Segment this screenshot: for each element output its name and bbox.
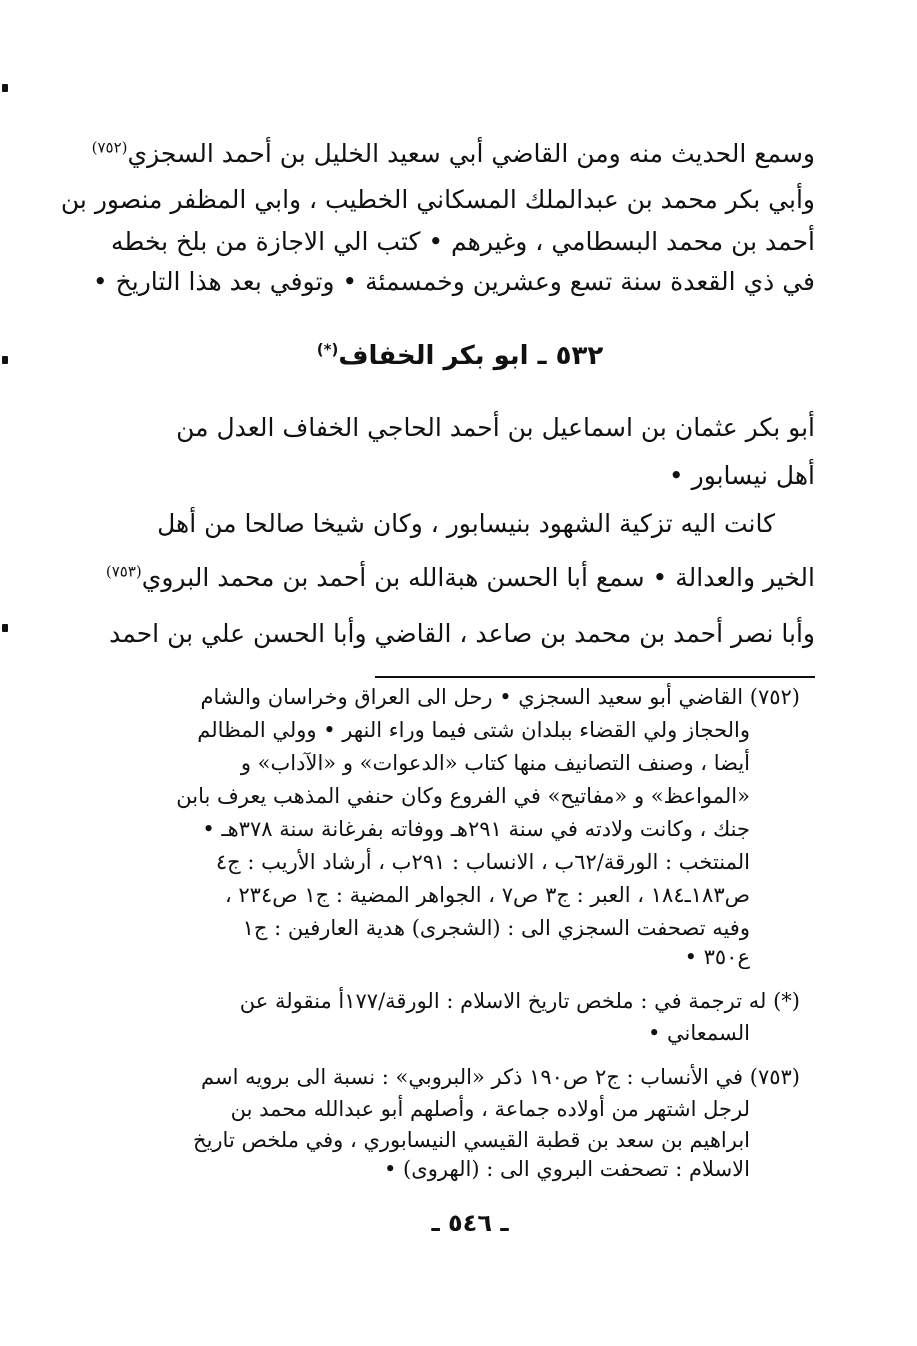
footnote-star-line-2: السمعاني • xyxy=(647,1021,750,1045)
entry-line-4-text: الخير والعدالة • سمع أبا الحسن هبةالله بن أحمد بن محمد البروي xyxy=(141,563,815,592)
footnote-star-line-1: (*) له ترجمة في : ملخص تاريخ الاسلام : الورقة/١٧٧أ منقولة عن xyxy=(239,989,800,1013)
footnote-752-line-2: والحجاز ولي القضاء ببلدان شتى فيما وراء النهر • وولي المظالم xyxy=(197,718,750,742)
footnote-752-line-4: «المواعظ» و «مفاتيح» في الفروع وكان حنفي المذهب يعرف بابن xyxy=(176,784,750,808)
footnote-753-line-2: لرجل اشتهر من أولاده جماعة ، وأصلهم أبو عبدالله محمد بن xyxy=(230,1097,750,1121)
footnote-752-line-5: جنك ، وكانت ولادته في سنة ٢٩١هـ ووفاته بفرغانة سنة ٣٧٨هـ • xyxy=(202,817,750,841)
margin-mark-lower xyxy=(2,624,8,632)
page-number: ـ ٥٤٦ ـ xyxy=(431,1209,509,1237)
margin-mark-middle xyxy=(2,356,8,364)
entry-line-1: أبو بكر عثمان بن اسماعيل بن أحمد الحاجي الخفاف العدل من xyxy=(176,413,815,442)
footnote-753-line-4: الاسلام : تصحفت البروي الى : (الهروى) • xyxy=(384,1157,750,1181)
footnote-752-line-9: ع٣٥٠ • xyxy=(684,945,750,969)
footnote-752-line-1: (٧٥٢) القاضي أبو سعيد السجزي • رحل الى العراق وخراسان والشام xyxy=(200,685,800,709)
footnote-753-line-1: (٧٥٣) في الأنساب : ج٢ ص١٩٠ ذكر «البروبي» : نسبة الى برويه اسم xyxy=(201,1065,800,1089)
footnote-752-line-7: ص١٨٣ـ١٨٤ ، العبر : ج٣ ص٧ ، الجواهر المضية : ج١ ص٢٣٤ ، xyxy=(224,883,750,907)
footnote-753-line-3: ابراهيم بن سعد بن قطبة القيسي النيسابوري ، وفي ملخص تاريخ xyxy=(193,1128,750,1152)
footnote-ref-752: (٧٥٢) xyxy=(91,138,128,157)
footnote-ref-753: (٧٥٣) xyxy=(105,562,142,581)
entry-line-5: وأبا نصر أحمد بن محمد بن صاعد ، القاضي وأبا الحسن علي بن احمد xyxy=(109,619,815,648)
paragraph1-line-1-text: وسمع الحديث منه ومن القاضي أبي سعيد الخليل بن أحمد السجزي xyxy=(127,139,815,168)
margin-mark-top xyxy=(2,84,8,92)
entry-heading xyxy=(300,336,620,376)
paragraph1-line-1 xyxy=(91,134,815,174)
entry-line-2: أهل نيسابور • xyxy=(668,461,815,490)
footnote-752-line-6: المنتخب : الورقة/٦٢ب ، الانساب : ٢٩١ب ، أرشاد الأريب : ج٤ xyxy=(215,850,750,874)
paragraph1-line-4: في ذي القعدة سنة تسع وعشرين وخمسمئة • وتوفي بعد هذا التاريخ • xyxy=(92,267,815,296)
footnote-752-line-8: وفيه تصحفت السجزي الى : (الشجرى) هدية العارفين : ج١ xyxy=(242,916,750,940)
entry-line-3: كانت اليه تزكية الشهود بنيسابور ، وكان شيخا صالحا من أهل xyxy=(157,509,775,538)
entry-heading-mark: (*) xyxy=(316,340,339,359)
paragraph1-line-2: وأبي بكر محمد بن عبدالملك المسكاني الخطيب ، وابي المظفر منصور بن xyxy=(60,185,815,214)
paragraph1-line-3: أحمد بن محمد البسطامي ، وغيرهم • كتب الي الاجازة من بلخ بخطه xyxy=(111,227,815,256)
footnote-752-line-3: أيضا ، وصنف التصانيف منها كتاب «الدعوات» و «الآداب» و xyxy=(240,751,750,775)
entry-heading-text: ٥٣٢ ـ ابو بكر الخفاف xyxy=(338,341,604,371)
entry-line-4 xyxy=(105,558,815,598)
footnote-separator xyxy=(375,676,815,678)
